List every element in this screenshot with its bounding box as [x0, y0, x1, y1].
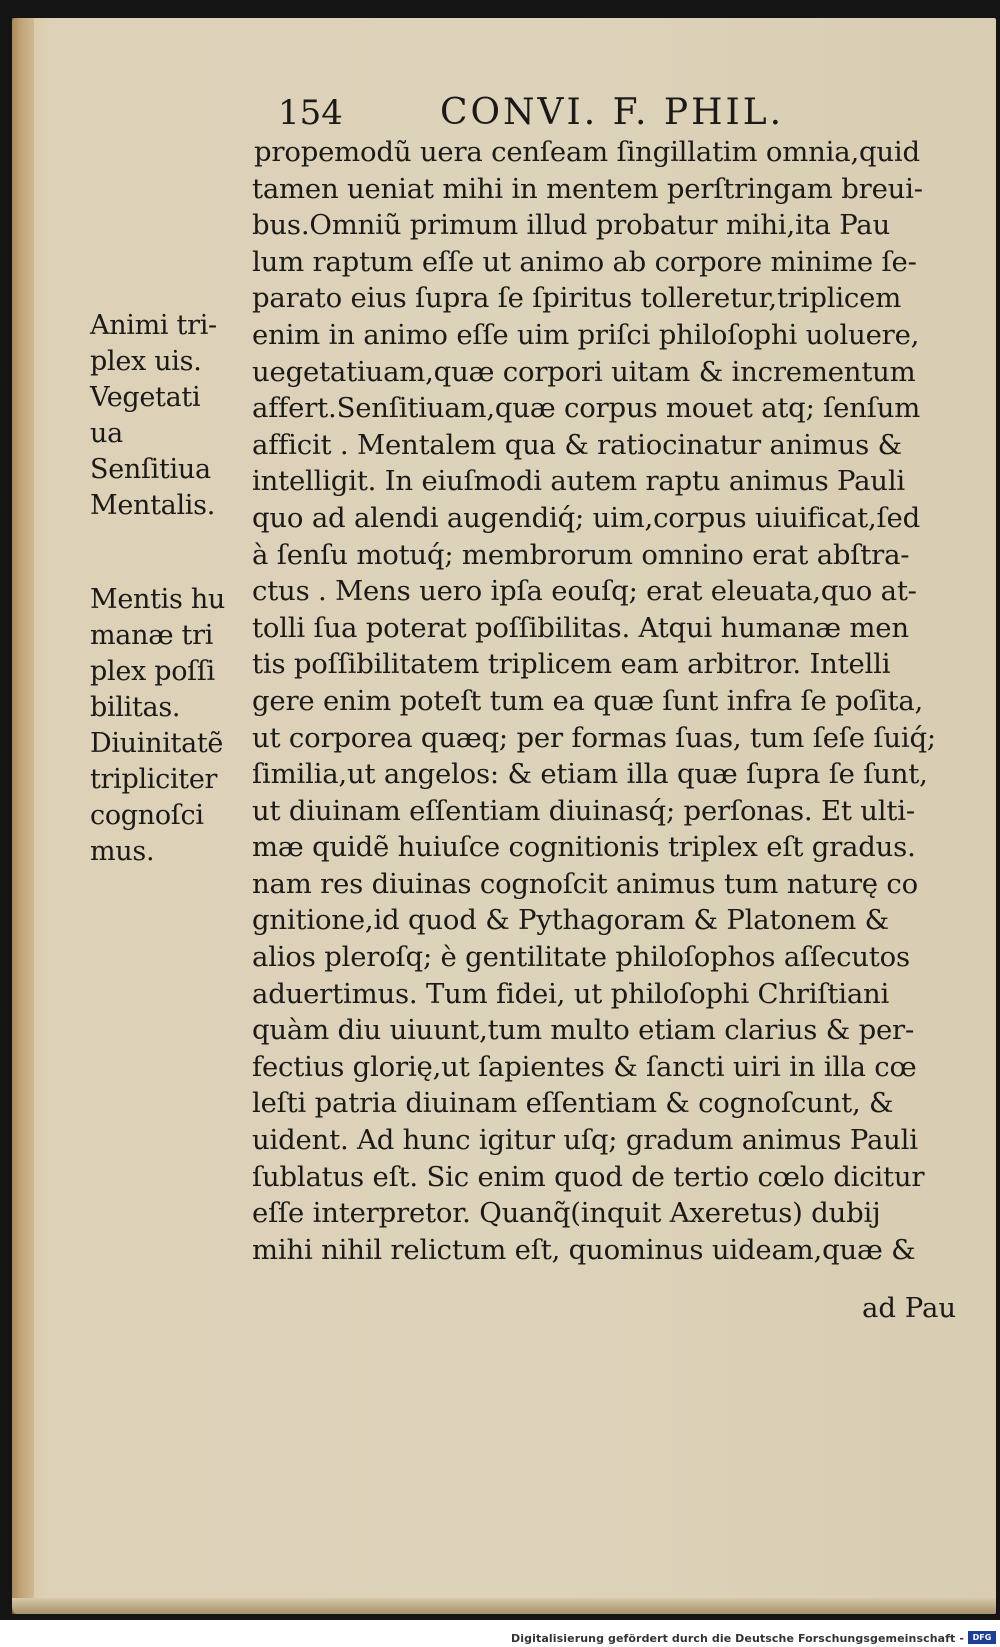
text-line: tis poſſibilitatem triplicem eam arbitror. Intelli: [252, 648, 891, 681]
marginal-note-line: Senſitiua: [90, 454, 211, 485]
marginal-note-line: bilitas.: [90, 692, 181, 723]
text-line: ut corporea quæq; per formas ſuas, tum ſeſe ſuiq́;: [252, 721, 936, 754]
catchword: ad Pau: [862, 1292, 957, 1324]
marginal-note-2: [90, 582, 250, 870]
text-line: leſti patria diuinam eſſentiam & cognoſcunt, &: [252, 1087, 894, 1120]
text-line: gnitione,id quod & Pythagoram & Platonem &: [252, 904, 889, 937]
text-line: quo ad alendi augendiq́; uim,corpus uiuificat,ſed: [252, 501, 921, 534]
marginal-note-line: Vegetati: [90, 382, 201, 413]
text-line: ſimilia,ut angelos: & etiam illa quæ ſupra ſe ſunt,: [252, 758, 928, 791]
page-edge: [12, 18, 34, 1614]
text-line: à ſenſu motuq́; membrorum omnino erat abſtra-: [252, 538, 910, 571]
text-line: fectius glorię,ut ſapientes & ſancti uiri in illa cœ: [252, 1050, 917, 1083]
text-line: tamen ueniat mihi in mentem perſtringam breui-: [252, 172, 923, 205]
text-line: aduertimus. Tum fidei, ut philoſophi Chriſtiani: [252, 977, 890, 1010]
running-title: CONVI. F. PHIL.: [440, 92, 785, 133]
text-line: eſſe interpretor. Quanq̃(inquit Axeretus) dubij: [252, 1197, 881, 1230]
text-line: alios pleroſq; è gentilitate philoſophos aſſecutos: [252, 941, 910, 974]
main-text-block: [252, 134, 972, 1268]
text-line: propemodũ uera cenſeam ſingillatim omnia,quid: [254, 136, 920, 168]
text-line: mæ quidẽ huiuſce cognitionis triplex eſt gradus.: [252, 831, 916, 864]
page-number: 154: [278, 93, 343, 133]
text-line: uegetatiuam,quæ corpori uitam & incrementum: [252, 355, 916, 388]
page-header: [270, 88, 870, 138]
text-line: ſublatus eſt. Sic enim quod de tertio cœlo dicitur: [252, 1160, 925, 1193]
text-line: gere enim poteſt tum ea quæ ſunt infra ſe poſita,: [252, 684, 924, 717]
marginal-note-line: Mentalis.: [90, 490, 215, 521]
text-line: ut diuinam eſſentiam diuinasq́; perſonas. Et ulti-: [252, 794, 915, 827]
marginal-note-line: plex poſſi: [90, 656, 215, 687]
text-line: uident. Ad hunc igitur uſq; gradum animus Pauli: [252, 1124, 918, 1157]
marginal-note-line: manæ tri: [90, 620, 214, 651]
page-bottom-edge: [12, 1598, 996, 1614]
text-line: intelligit. In eiuſmodi autem raptu animus Pauli: [252, 465, 906, 498]
marginal-note-line: cognoſci: [90, 800, 204, 831]
marginal-note-1: [90, 308, 250, 524]
text-line: tolli ſua poterat poſſibilitas. Atqui humanæ men: [252, 611, 909, 644]
marginal-note-line: tripliciter: [90, 764, 218, 795]
text-line: mihi nihil relictum eſt, quominus uideam,quæ &: [252, 1233, 916, 1266]
text-line: quàm diu uiuunt,tum multo etiam clarius & per-: [252, 1014, 915, 1047]
text-line: parato eius ſupra ſe ſpiritus tolleretur,triplicem: [252, 282, 902, 315]
funding-credit: Digitalisierung gefördert durch die Deutsche Forschungsgemeinschaft -: [511, 1632, 964, 1645]
text-line: enim in animo eſſe uim priſci philoſophi uoluere,: [252, 318, 920, 351]
marginal-note-line: mus.: [90, 836, 155, 867]
marginal-note-line: plex uis.: [90, 346, 202, 377]
text-line: bus.Omniũ primum illud probatur mihi,ita Pau: [252, 209, 890, 242]
text-line: nam res diuinas cognoſcit animus tum naturę co: [252, 867, 918, 900]
text-line: lum raptum eſſe ut animo ab corpore minime ſe-: [252, 245, 917, 278]
text-line: ctus . Mens uero ipſa eouſq; erat eleuata,quo at-: [252, 575, 917, 608]
dfg-logo: DFG: [968, 1631, 996, 1644]
marginal-note-line: ua: [90, 418, 123, 449]
text-line: affert.Senſitiuam,quæ corpus mouet atq; ſenſum: [252, 392, 921, 425]
marginal-note-line: Diuinitatẽ: [90, 728, 224, 759]
marginal-note-line: Mentis hu: [90, 584, 226, 615]
text-line: afficit . Mentalem qua & ratiocinatur animus &: [252, 428, 902, 461]
marginal-note-line: Animi tri-: [90, 310, 217, 341]
